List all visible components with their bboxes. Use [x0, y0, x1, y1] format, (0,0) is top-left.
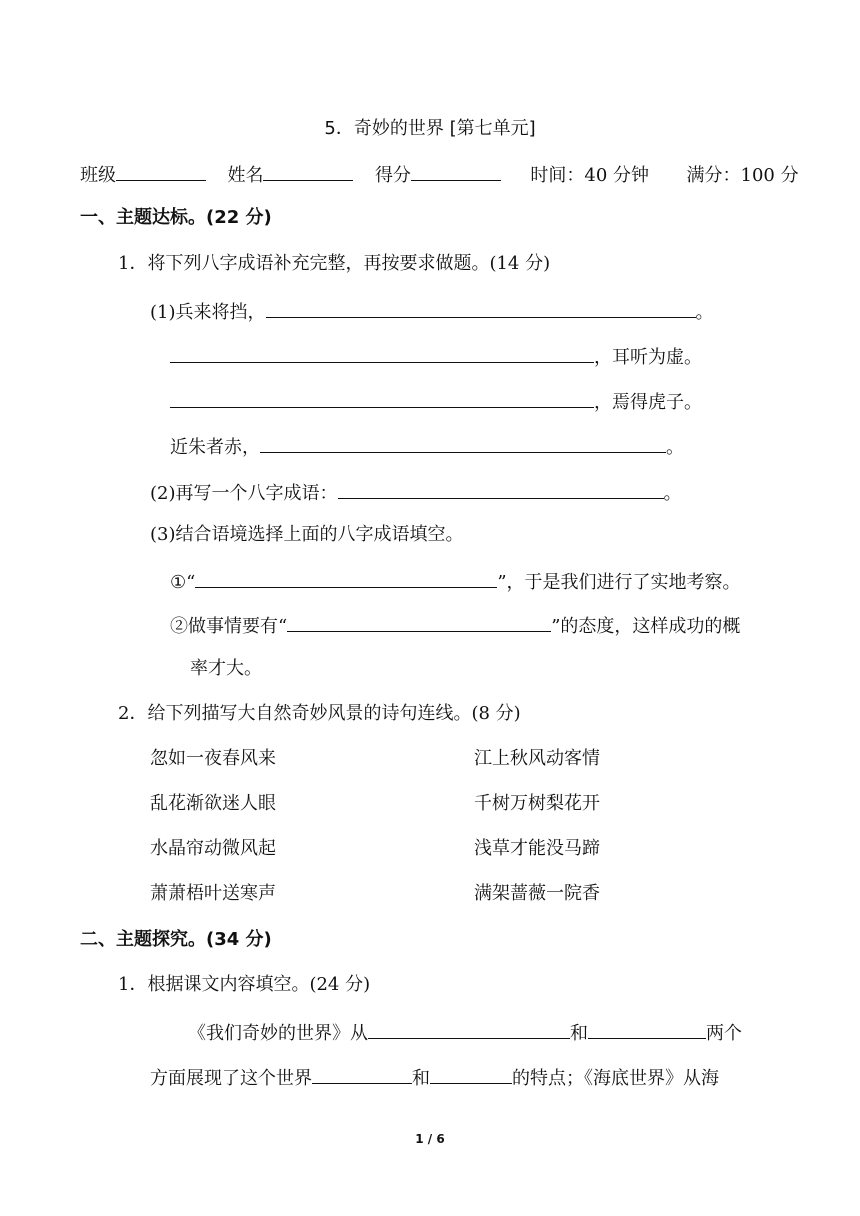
info-header — [80, 160, 799, 186]
fill-blank-d[interactable] — [430, 1063, 512, 1084]
poem-left-3[interactable]: 水晶帘动微风起 — [150, 838, 276, 859]
line2-suffix: ，耳听为虚。 — [594, 347, 702, 368]
s1-q1-sentence2 — [170, 611, 740, 637]
line3-suffix: ，焉得虎子。 — [594, 392, 702, 413]
name-field[interactable] — [263, 160, 353, 181]
idiom-blank-4[interactable] — [260, 432, 666, 453]
score-field[interactable] — [411, 160, 501, 181]
line5-suffix: 。 — [663, 483, 682, 504]
sentence1-suffix: ”，于是我们进行了实地考察。 — [497, 572, 741, 593]
s1-q1-line3 — [170, 387, 702, 413]
s1-q2-prompt: 2．给下列描写大自然奇妙风景的诗句连线。(8 分) — [118, 703, 521, 724]
s1-q1-line4 — [170, 432, 684, 458]
line4-suffix: 。 — [666, 437, 684, 458]
class-field[interactable] — [116, 160, 206, 181]
l2-part-b: 和 — [412, 1068, 430, 1089]
line1-prefix: (1)兵来将挡， — [150, 302, 266, 323]
poem-right-3[interactable]: 浅草才能没马蹄 — [474, 838, 600, 859]
class-label: 班级 — [80, 165, 116, 186]
idiom-blank-3[interactable] — [170, 387, 594, 408]
l2-part-a: 方面展现了这个世界 — [150, 1068, 312, 1089]
poem-left-4[interactable]: 萧萧梧叶送寒声 — [150, 883, 276, 904]
poem-left-2[interactable]: 乱花渐欲迷人眼 — [150, 793, 276, 814]
s1-q1-line1 — [150, 297, 714, 323]
s1-q1-line6: (3)结合语境选择上面的八字成语填空。 — [150, 524, 464, 545]
poem-right-2[interactable]: 千树万树梨花开 — [474, 793, 600, 814]
poem-right-1[interactable]: 江上秋风动客情 — [474, 748, 600, 769]
page-title: 5．奇妙的世界 [第七单元] — [324, 118, 536, 139]
time-info: 时间：40 分钟 — [530, 165, 650, 186]
s1-q1-prompt: 1．将下列八字成语补充完整，再按要求做题。(14 分) — [118, 253, 551, 274]
poem-left-1[interactable]: 忽如一夜春风来 — [150, 748, 276, 769]
idiom-blank-1[interactable] — [266, 297, 696, 318]
l1-part-c: 两个 — [706, 1023, 742, 1044]
l2-part-c: 的特点；《海底世界》从海 — [512, 1068, 719, 1089]
idiom-blank-5[interactable] — [338, 478, 664, 499]
line5-prefix: (2)再写一个八字成语： — [150, 483, 338, 504]
name-label: 姓名 — [227, 165, 264, 186]
full-score-info: 满分：100 分 — [686, 165, 799, 186]
line4-prefix: 近朱者赤， — [170, 437, 260, 458]
l1-part-a: 《我们奇妙的世界》从 — [188, 1023, 368, 1044]
s2-q1-line1 — [188, 1018, 742, 1044]
s2-q1-prompt: 1．根据课文内容填空。(24 分) — [118, 974, 371, 995]
sentence-blank-2[interactable] — [287, 611, 551, 632]
s1-q1-sentence2-cont: 率才大。 — [190, 658, 262, 679]
page-number: 1 / 6 — [415, 1132, 445, 1146]
sentence2-prefix: ②做事情要有“ — [170, 616, 288, 637]
sentence-blank-1[interactable] — [195, 567, 497, 588]
poem-right-4[interactable]: 满架蔷薇一院香 — [474, 883, 600, 904]
line1-suffix: 。 — [695, 302, 714, 323]
fill-blank-c[interactable] — [312, 1063, 412, 1084]
fill-blank-b[interactable] — [588, 1018, 706, 1039]
sentence2-suffix: ”的态度，这样成功的概 — [551, 616, 741, 637]
s1-q1-line2 — [170, 342, 702, 368]
sentence1-prefix: ①“ — [170, 572, 196, 593]
s2-q1-line2 — [150, 1063, 719, 1089]
section1-heading: 一、主题达标。(22 分) — [80, 207, 272, 228]
section2-heading: 二、主题探究。(34 分) — [80, 929, 272, 950]
fill-blank-a[interactable] — [368, 1018, 570, 1039]
s1-q1-sentence1 — [170, 567, 741, 593]
score-label: 得分 — [374, 165, 411, 186]
s1-q1-line5 — [150, 478, 682, 504]
l1-part-b: 和 — [570, 1023, 588, 1044]
idiom-blank-2[interactable] — [170, 342, 594, 363]
